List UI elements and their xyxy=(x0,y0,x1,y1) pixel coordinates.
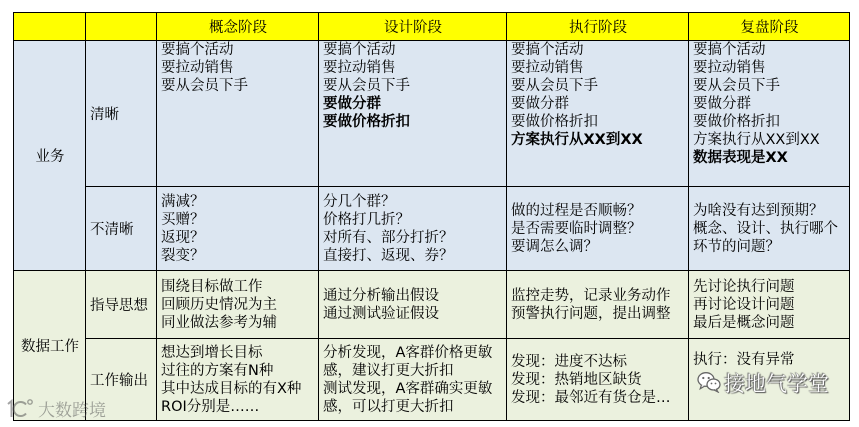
cell-guide-review xyxy=(689,271,850,339)
cell-line: 先讨论执行问题 xyxy=(693,278,795,295)
cell-clear-execution xyxy=(507,41,689,187)
cell-line: 环节的问题？ xyxy=(693,238,780,255)
cell-line: 分析发现，A客群价格更敏 xyxy=(323,344,493,361)
cell-line: 要搞个活动 xyxy=(323,42,396,58)
header-stage-concept: 概念阶段 xyxy=(157,13,319,41)
cell-line: ROI分别是…… xyxy=(161,398,260,415)
cell-guide-concept xyxy=(157,271,319,339)
cell-line: 要做价格折扣 xyxy=(511,114,598,130)
cell-line: 想达到增长目标 xyxy=(161,344,263,361)
cell-line: 发现：进度不达标 xyxy=(511,353,627,370)
cell-line: 要做价格折扣 xyxy=(693,114,780,130)
cell-output-concept xyxy=(157,339,319,421)
cell-line: 是否需要临时调整？ xyxy=(511,220,642,237)
cell-line: 感，可以打更大折扣 xyxy=(323,398,454,415)
cell-line: 要拉动销售 xyxy=(323,60,396,76)
cell-line: 做的过程是否顺畅？ xyxy=(511,202,642,219)
group-label-data-work: 数据工作 xyxy=(14,271,86,421)
cell-unclear-execution xyxy=(507,187,689,271)
cell-line: 满减？ xyxy=(161,193,205,210)
cell-line: 要做分群 xyxy=(693,96,751,112)
cell-line: 发现：最邻近有货仓是… xyxy=(511,389,671,406)
cell-line: 通过分析输出假设 xyxy=(323,287,439,304)
row-label-unclear: 不清晰 xyxy=(86,187,157,271)
cell-line-emphasis: 要做价格折扣 xyxy=(323,114,410,130)
cell-line: 测试发现，A客群确实更敏 xyxy=(323,380,493,397)
cell-line: 价格打几折？ xyxy=(323,211,410,228)
header-corner-row xyxy=(86,13,157,41)
cell-unclear-review xyxy=(689,187,850,271)
cell-line: 要搞个活动 xyxy=(161,42,234,58)
cell-line: 概念、设计、执行哪个 xyxy=(693,220,838,237)
cell-line: 同业做法参考为辅 xyxy=(161,314,277,331)
watermark-text: 大数跨境 xyxy=(38,401,106,421)
cell-line: 再讨论设计问题 xyxy=(693,296,795,313)
header-stage-review: 复盘阶段 xyxy=(689,13,850,41)
group-label-business: 业务 xyxy=(14,41,86,271)
cell-line: 要从会员下手 xyxy=(323,78,410,94)
cell-line: 要拉动销售 xyxy=(511,60,584,76)
row-label-clear: 清晰 xyxy=(86,41,157,187)
cell-line: 执行：没有异常 xyxy=(693,352,795,368)
row-business-clear xyxy=(14,41,850,187)
stage-comparison-table xyxy=(13,12,850,421)
cell-guide-execution xyxy=(507,271,689,339)
cell-output-execution xyxy=(507,339,689,421)
cell-unclear-concept xyxy=(157,187,319,271)
header-stage-execution: 执行阶段 xyxy=(507,13,689,41)
cell-clear-concept xyxy=(157,41,319,187)
cell-line: 要从会员下手 xyxy=(511,78,598,94)
cell-line: 为啥没有达到预期？ xyxy=(693,202,824,219)
watermark-bottom-left xyxy=(4,397,106,425)
row-label-guiding-principle: 指导思想 xyxy=(86,271,157,339)
row-label-work-output: 工作输出 xyxy=(86,339,157,421)
cell-line: 要拉动销售 xyxy=(693,60,766,76)
watermark-text: 接地气学堂 xyxy=(724,372,829,396)
cell-line: 要搞个活动 xyxy=(693,42,766,58)
cell-line: 监控走势，记录业务动作 xyxy=(511,287,671,304)
cell-line: 其中达成目标的有X种 xyxy=(161,380,302,397)
cell-line: 裂变？ xyxy=(161,247,205,264)
row-business-unclear xyxy=(14,187,850,271)
cell-line-emphasis: 数据表现是XX xyxy=(693,150,788,166)
header-stage-design: 设计阶段 xyxy=(319,13,507,41)
cell-line: 过往的方案有N种 xyxy=(161,362,274,379)
cell-line-emphasis: 方案执行从XX到XX xyxy=(511,132,643,148)
cell-line: 要调怎么调？ xyxy=(511,238,598,255)
cell-line: 直接打、返现、券？ xyxy=(323,247,454,264)
cell-line: 围绕目标做工作 xyxy=(161,278,263,295)
cell-guide-design xyxy=(319,271,507,339)
header-row xyxy=(14,13,850,41)
header-corner-group xyxy=(14,13,86,41)
cell-line: 最后是概念问题 xyxy=(693,314,795,331)
cell-unclear-design xyxy=(319,187,507,271)
cell-line: 要搞个活动 xyxy=(511,42,584,58)
watermark-bottom-right xyxy=(697,370,829,398)
row-data-guiding-principle xyxy=(14,271,850,339)
cell-line: 回顾历史情况为主 xyxy=(161,296,277,313)
cell-line: 通过测试验证假设 xyxy=(323,305,439,322)
cell-line: 发现：热销地区缺货 xyxy=(511,371,642,388)
cell-clear-design xyxy=(319,41,507,187)
cell-line: 要从会员下手 xyxy=(693,78,780,94)
cell-line-emphasis: 要做分群 xyxy=(323,96,381,112)
brand-logo-icon xyxy=(4,396,34,426)
cell-line: 预警执行问题，提出调整 xyxy=(511,305,671,322)
cell-line: 要拉动销售 xyxy=(161,60,234,76)
cell-line: 分几个群？ xyxy=(323,193,396,210)
cell-output-design xyxy=(319,339,507,421)
cell-line: 买赠？ xyxy=(161,211,205,228)
cell-clear-review xyxy=(689,41,850,187)
cell-line: 要从会员下手 xyxy=(161,78,248,94)
cell-line: 要做分群 xyxy=(511,96,569,112)
cell-line: 方案执行从XX到XX xyxy=(693,132,820,148)
cell-line: 对所有、部分打折？ xyxy=(323,229,454,246)
wechat-icon xyxy=(697,371,721,397)
cell-line: 返现？ xyxy=(161,229,205,246)
cell-line: 感，建议打更大折扣 xyxy=(323,362,454,379)
